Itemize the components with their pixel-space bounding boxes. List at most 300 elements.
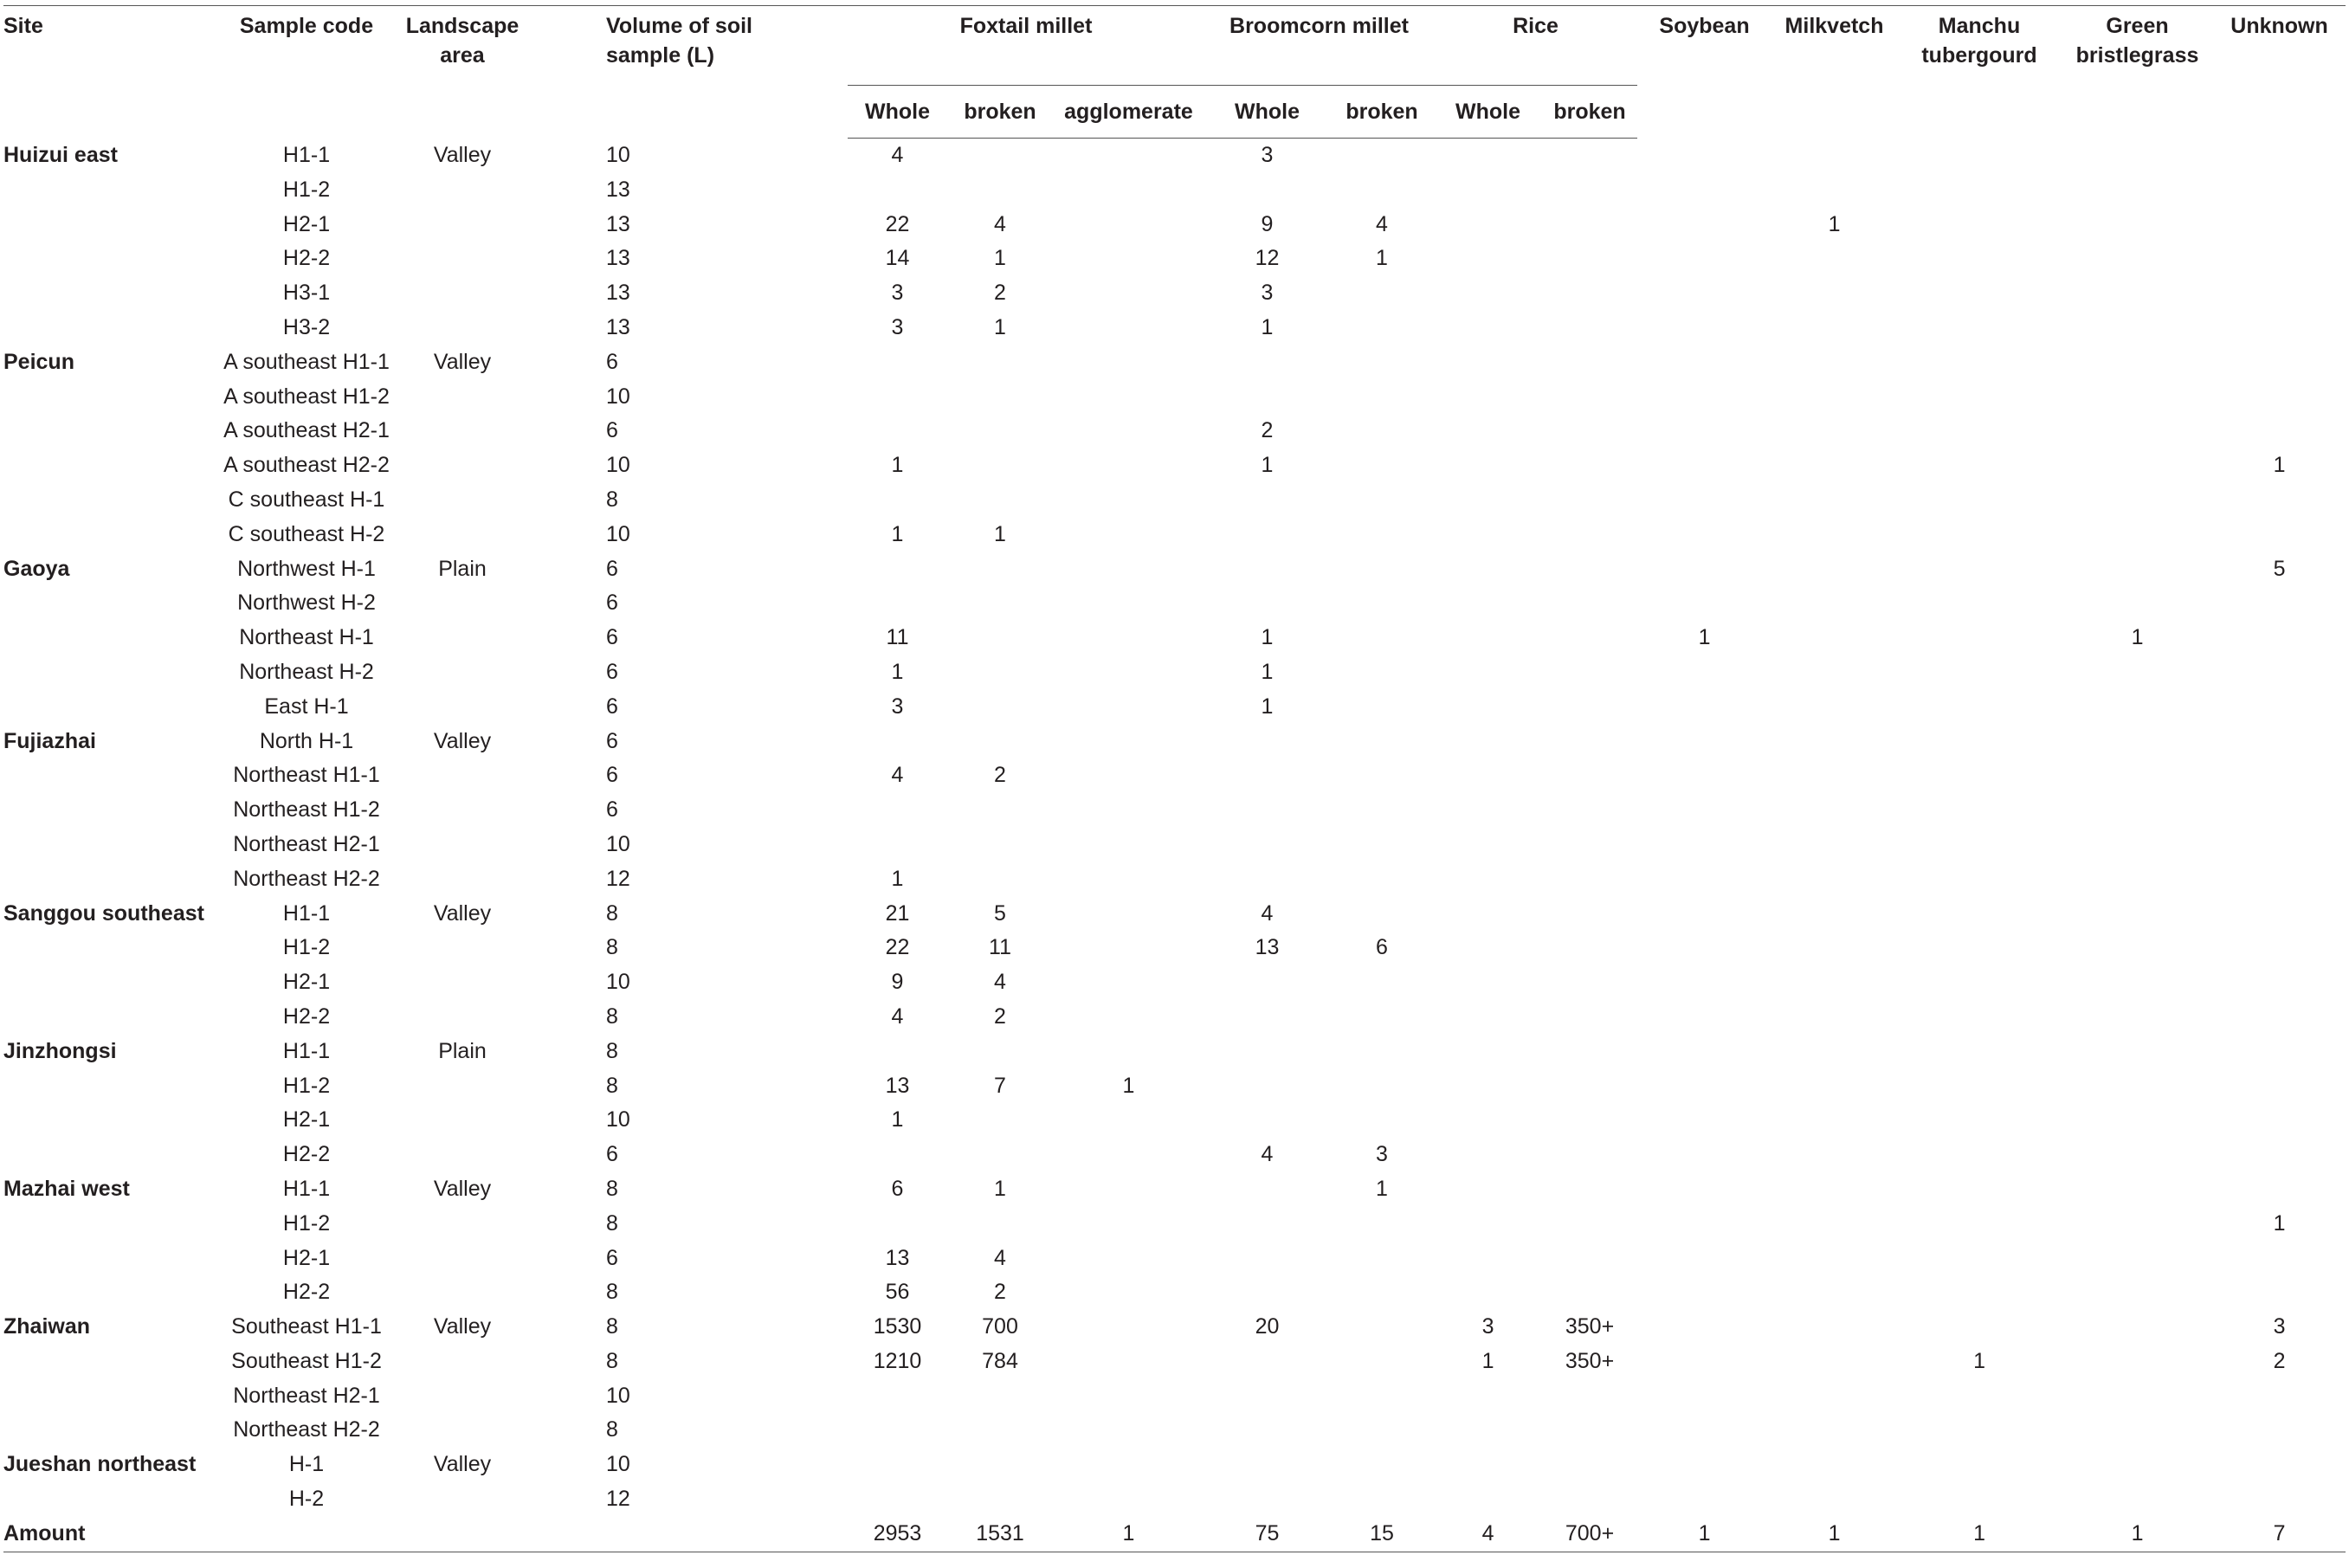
cell-site — [3, 828, 211, 862]
cell-landscape-area — [402, 793, 523, 828]
table-row — [3, 1482, 2346, 1517]
cell-landscape-area — [402, 690, 523, 725]
cell-rice-whole — [1434, 655, 1542, 690]
cell-soybean — [1637, 518, 1771, 552]
cell-sample-code: Northeast H2-1 — [233, 1383, 380, 1408]
cell-manchu-tubergourd: 1 — [1897, 1517, 2062, 1552]
cell-broomcorn-broken — [1330, 862, 1434, 897]
cell-unknown — [2213, 1242, 2346, 1276]
cell-unknown — [2213, 793, 2346, 828]
cell-broomcorn-broken — [1330, 897, 1434, 932]
cell-rice-broken — [1542, 1207, 1637, 1242]
cell-milkvetch — [1771, 1242, 1897, 1276]
cell-manchu-tubergourd — [1897, 1172, 2062, 1207]
table-row — [3, 208, 2346, 242]
cell-manchu-tubergourd — [1897, 1035, 2062, 1069]
cell-foxtail-agglomerate — [1053, 1172, 1204, 1207]
cell-site — [3, 173, 211, 208]
cell-foxtail-agglomerate — [1053, 1207, 1204, 1242]
header-foxtail-agglomerate: agglomerate — [1053, 86, 1204, 139]
cell-foxtail-whole: 4 — [891, 143, 904, 167]
cell-manchu-tubergourd — [1897, 1379, 2062, 1414]
cell-rice-broken — [1542, 1379, 1637, 1414]
cell-site — [3, 483, 211, 518]
cell-site — [3, 276, 211, 311]
header-broomcorn-broken: broken — [1330, 86, 1434, 139]
cell-broomcorn-whole — [1204, 1069, 1330, 1104]
cell-rice-whole — [1434, 965, 1542, 1000]
cell-green-bristlegrass — [2062, 758, 2213, 793]
cell-volume: 8 — [606, 1314, 618, 1339]
cell-landscape-area — [402, 311, 523, 345]
cell-rice-whole — [1434, 1069, 1542, 1104]
cell-foxtail-broken: 2 — [994, 281, 1006, 306]
table-row — [3, 1000, 2346, 1035]
cell-unknown — [2213, 242, 2346, 276]
cell-foxtail-whole — [848, 552, 947, 587]
cell-broomcorn-broken — [1330, 655, 1434, 690]
cell-landscape-area: Plain — [438, 1038, 487, 1063]
table-body — [3, 139, 2346, 1552]
cell-manchu-tubergourd — [1897, 276, 2062, 311]
cell-broomcorn-broken — [1330, 965, 1434, 1000]
cell-rice-whole — [1434, 483, 1542, 518]
cell-soybean — [1637, 1379, 1771, 1414]
header-green-bristlegrass — [2062, 6, 2213, 139]
cell-landscape-area — [402, 483, 523, 518]
cell-rice-broken — [1542, 483, 1637, 518]
cell-manchu-tubergourd — [1897, 208, 2062, 242]
cell-foxtail-agglomerate — [1053, 483, 1204, 518]
cell-sample-code: Northwest H-2 — [237, 590, 376, 616]
table-row — [3, 1448, 2346, 1482]
data-table — [3, 5, 2346, 1552]
cell-sample-code: H-2 — [288, 1487, 325, 1512]
cell-broomcorn-broken — [1330, 1069, 1434, 1104]
cell-landscape-area — [402, 862, 523, 897]
header-foxtail-whole: Whole — [848, 86, 947, 139]
cell-soybean — [1637, 1172, 1771, 1207]
cell-soybean — [1637, 1000, 1771, 1035]
cell-sample-code: H1-2 — [282, 1210, 331, 1236]
cell-foxtail-whole: 4 — [891, 1003, 904, 1029]
cell-foxtail-whole — [848, 1379, 947, 1414]
cell-broomcorn-broken — [1330, 1379, 1434, 1414]
header-green-line2: bristlegrass — [2075, 43, 2199, 68]
cell-green-bristlegrass — [2062, 725, 2213, 759]
cell-volume: 12 — [606, 866, 630, 891]
cell-landscape-area — [402, 1345, 523, 1379]
cell-green-bristlegrass — [2062, 1275, 2213, 1310]
cell-green-bristlegrass — [2062, 965, 2213, 1000]
cell-rice-broken: 700+ — [1542, 1517, 1637, 1552]
header-rice-whole: Whole — [1434, 86, 1542, 139]
cell-manchu-tubergourd — [1897, 586, 2062, 621]
cell-volume: 6 — [606, 694, 618, 719]
cell-rice-broken — [1542, 1035, 1637, 1069]
cell-sample-code: Northeast H2-2 — [233, 1417, 380, 1442]
cell-rice-whole — [1434, 690, 1542, 725]
cell-broomcorn-broken — [1330, 139, 1434, 173]
cell-milkvetch — [1771, 1345, 1897, 1379]
cell-landscape-area — [402, 1138, 523, 1172]
cell-rice-broken — [1542, 862, 1637, 897]
cell-rice-whole — [1434, 311, 1542, 345]
cell-soybean — [1637, 862, 1771, 897]
cell-soybean: 1 — [1698, 625, 1711, 650]
cell-green-bristlegrass — [2062, 931, 2213, 965]
cell-broomcorn-whole: 3 — [1261, 281, 1274, 306]
cell-unknown: 5 — [2273, 556, 2286, 581]
cell-green-bristlegrass — [2062, 242, 2213, 276]
cell-sample-code: Northeast H2-1 — [233, 831, 380, 856]
cell-sample-code: H2-1 — [282, 1245, 331, 1270]
cell-volume: 8 — [606, 935, 618, 960]
table-row — [3, 345, 2346, 380]
cell-unknown — [2213, 380, 2346, 415]
cell-landscape-area — [402, 1413, 523, 1448]
cell-soybean — [1637, 1310, 1771, 1345]
cell-broomcorn-whole: 4 — [1261, 1142, 1274, 1167]
cell-broomcorn-broken — [1330, 621, 1434, 655]
cell-site — [3, 1345, 211, 1379]
cell-broomcorn-broken: 3 — [1376, 1142, 1388, 1167]
cell-site — [3, 621, 211, 655]
cell-manchu-tubergourd — [1897, 1275, 2062, 1310]
cell-rice-broken — [1542, 173, 1637, 208]
cell-soybean — [1637, 311, 1771, 345]
cell-milkvetch — [1771, 897, 1897, 932]
cell-unknown — [2213, 1103, 2346, 1138]
cell-green-bristlegrass — [2062, 793, 2213, 828]
cell-soybean — [1637, 758, 1771, 793]
table-row — [3, 897, 2346, 932]
cell-green-bristlegrass — [2062, 380, 2213, 415]
cell-broomcorn-broken — [1330, 725, 1434, 759]
cell-volume: 6 — [606, 1245, 618, 1270]
cell-green-bristlegrass — [2062, 1345, 2213, 1379]
cell-volume: 10 — [606, 970, 630, 995]
cell-manchu-tubergourd — [1897, 862, 2062, 897]
table-row — [3, 758, 2346, 793]
cell-site — [3, 242, 211, 276]
cell-site: Jueshan northeast — [3, 1452, 197, 1477]
cell-broomcorn-broken — [1330, 448, 1434, 483]
cell-foxtail-broken — [947, 1207, 1053, 1242]
cell-foxtail-agglomerate — [1053, 414, 1204, 448]
cell-broomcorn-whole: 9 — [1261, 211, 1274, 236]
cell-foxtail-whole: 1210 — [873, 1348, 922, 1373]
cell-rice-whole — [1434, 139, 1542, 173]
cell-foxtail-broken — [947, 173, 1053, 208]
cell-volume: 10 — [606, 521, 630, 546]
cell-unknown — [2213, 931, 2346, 965]
cell-milkvetch — [1771, 1172, 1897, 1207]
cell-green-bristlegrass — [2062, 1448, 2213, 1482]
cell-sample-code: Northeast H2-2 — [233, 866, 380, 891]
cell-foxtail-whole: 6 — [891, 1176, 904, 1201]
cell-rice-broken — [1542, 758, 1637, 793]
cell-volume: 6 — [606, 728, 618, 753]
cell-green-bristlegrass — [2062, 1413, 2213, 1448]
cell-foxtail-whole: 13 — [885, 1073, 910, 1098]
cell-broomcorn-broken: 6 — [1376, 935, 1388, 960]
table-row — [3, 1172, 2346, 1207]
cell-rice-whole — [1434, 621, 1542, 655]
cell-unknown — [2213, 621, 2346, 655]
cell-unknown — [2213, 965, 2346, 1000]
cell-foxtail-whole — [848, 1448, 947, 1482]
cell-landscape-area: Valley — [433, 728, 492, 753]
cell-broomcorn-broken: 4 — [1376, 211, 1388, 236]
cell-site — [3, 1103, 211, 1138]
table-row — [3, 276, 2346, 311]
cell-site — [3, 1413, 211, 1448]
cell-broomcorn-whole — [1204, 1379, 1330, 1414]
cell-unknown — [2213, 690, 2346, 725]
cell-foxtail-broken: 784 — [982, 1348, 1018, 1373]
cell-unknown: 1 — [2273, 1210, 2286, 1236]
cell-site — [3, 965, 211, 1000]
cell-site — [3, 1379, 211, 1414]
cell-rice-broken — [1542, 518, 1637, 552]
cell-broomcorn-broken — [1330, 173, 1434, 208]
cell-milkvetch — [1771, 1138, 1897, 1172]
cell-soybean — [1637, 448, 1771, 483]
table-row — [3, 586, 2346, 621]
cell-milkvetch — [1771, 690, 1897, 725]
cell-broomcorn-whole — [1204, 518, 1330, 552]
cell-foxtail-agglomerate — [1053, 621, 1204, 655]
table-row — [3, 1069, 2346, 1104]
table-row — [3, 931, 2346, 965]
cell-volume: 10 — [606, 1107, 630, 1132]
cell-green-bristlegrass — [2062, 345, 2213, 380]
cell-volume: 8 — [606, 1073, 618, 1098]
cell-manchu-tubergourd — [1897, 448, 2062, 483]
cell-broomcorn-broken — [1330, 380, 1434, 415]
cell-landscape-area — [402, 1242, 523, 1276]
cell-foxtail-agglomerate — [1053, 1379, 1204, 1414]
cell-unknown — [2213, 518, 2346, 552]
cell-landscape-area — [402, 1517, 523, 1552]
cell-unknown — [2213, 1035, 2346, 1069]
cell-foxtail-whole — [848, 173, 947, 208]
cell-foxtail-agglomerate — [1053, 1138, 1204, 1172]
cell-soybean — [1637, 552, 1771, 587]
cell-rice-whole — [1434, 725, 1542, 759]
header-foxtail-millet: Foxtail millet — [848, 6, 1204, 86]
cell-soybean — [1637, 897, 1771, 932]
cell-broomcorn-broken — [1330, 1242, 1434, 1276]
cell-rice-broken — [1542, 586, 1637, 621]
cell-foxtail-agglomerate — [1053, 1103, 1204, 1138]
cell-rice-whole — [1434, 897, 1542, 932]
cell-soybean — [1637, 1275, 1771, 1310]
cell-site — [3, 208, 211, 242]
cell-rice-whole — [1434, 380, 1542, 415]
cell-sample-code: A southeast H1-1 — [223, 349, 390, 374]
cell-soybean — [1637, 931, 1771, 965]
header-milkvetch: Milkvetch — [1784, 14, 1884, 38]
cell-green-bristlegrass — [2062, 690, 2213, 725]
cell-site: Huizui east — [3, 142, 118, 167]
cell-rice-whole — [1434, 208, 1542, 242]
cell-volume: 8 — [606, 1176, 618, 1201]
cell-rice-broken — [1542, 448, 1637, 483]
cell-foxtail-broken: 11 — [989, 935, 1011, 960]
cell-manchu-tubergourd — [1897, 1482, 2062, 1517]
cell-broomcorn-whole — [1204, 1035, 1330, 1069]
cell-manchu-tubergourd — [1897, 690, 2062, 725]
cell-rice-broken — [1542, 897, 1637, 932]
table-row — [3, 1413, 2346, 1448]
cell-rice-broken — [1542, 931, 1637, 965]
cell-foxtail-agglomerate — [1053, 1448, 1204, 1482]
cell-foxtail-whole: 1 — [891, 1107, 904, 1132]
cell-manchu-tubergourd — [1897, 1103, 2062, 1138]
cell-unknown — [2213, 828, 2346, 862]
cell-volume: 6 — [606, 625, 618, 650]
cell-green-bristlegrass — [2062, 518, 2213, 552]
cell-unknown — [2213, 1000, 2346, 1035]
cell-milkvetch: 1 — [1771, 1517, 1897, 1552]
cell-milkvetch — [1771, 828, 1897, 862]
cell-green-bristlegrass — [2062, 1000, 2213, 1035]
cell-foxtail-agglomerate — [1053, 1345, 1204, 1379]
cell-rice-whole — [1434, 758, 1542, 793]
cell-site — [3, 1000, 211, 1035]
table-row — [3, 311, 2346, 345]
cell-milkvetch — [1771, 725, 1897, 759]
cell-broomcorn-whole — [1204, 758, 1330, 793]
cell-rice-broken — [1542, 1275, 1637, 1310]
table-row — [3, 655, 2346, 690]
cell-volume: 6 — [606, 763, 618, 788]
cell-rice-whole — [1434, 862, 1542, 897]
cell-foxtail-agglomerate — [1053, 1000, 1204, 1035]
cell-soybean — [1637, 1138, 1771, 1172]
header-volume-line1: Volume of soil — [606, 14, 752, 38]
cell-soybean — [1637, 173, 1771, 208]
cell-soybean — [1637, 1035, 1771, 1069]
cell-green-bristlegrass: 1 — [2131, 625, 2144, 650]
cell-sample-code: H1-2 — [282, 177, 331, 202]
cell-foxtail-broken: 700 — [982, 1314, 1018, 1339]
table-row — [3, 621, 2346, 655]
cell-manchu-tubergourd — [1897, 380, 2062, 415]
cell-milkvetch — [1771, 414, 1897, 448]
cell-sample-code: Southeast H1-2 — [231, 1348, 382, 1373]
cell-foxtail-whole — [848, 483, 947, 518]
cell-volume: 13 — [606, 281, 630, 306]
cell-unknown — [2213, 1482, 2346, 1517]
cell-foxtail-agglomerate — [1053, 311, 1204, 345]
cell-site — [3, 793, 211, 828]
cell-manchu-tubergourd — [1897, 242, 2062, 276]
cell-unknown — [2213, 1172, 2346, 1207]
header-broomcorn-whole: Whole — [1204, 86, 1330, 139]
cell-foxtail-agglomerate — [1053, 690, 1204, 725]
cell-site — [3, 1482, 211, 1517]
cell-site — [3, 1138, 211, 1172]
cell-site — [3, 1069, 211, 1104]
cell-foxtail-agglomerate — [1053, 793, 1204, 828]
cell-rice-broken — [1542, 725, 1637, 759]
cell-volume: 6 — [606, 797, 618, 823]
cell-landscape-area: Valley — [433, 1176, 492, 1201]
cell-milkvetch — [1771, 1310, 1897, 1345]
cell-rice-whole — [1434, 1379, 1542, 1414]
cell-broomcorn-whole — [1204, 1345, 1330, 1379]
cell-foxtail-whole — [848, 725, 947, 759]
cell-rice-broken — [1542, 793, 1637, 828]
cell-manchu-tubergourd — [1897, 1207, 2062, 1242]
cell-manchu-tubergourd — [1897, 621, 2062, 655]
cell-soybean — [1637, 1242, 1771, 1276]
cell-rice-broken — [1542, 655, 1637, 690]
cell-foxtail-agglomerate — [1053, 276, 1204, 311]
cell-foxtail-agglomerate — [1053, 1035, 1204, 1069]
cell-rice-whole — [1434, 1448, 1542, 1482]
cell-foxtail-broken — [947, 862, 1053, 897]
cell-foxtail-whole: 14 — [885, 246, 910, 271]
cell-foxtail-broken — [947, 1035, 1053, 1069]
cell-foxtail-agglomerate — [1053, 139, 1204, 173]
cell-volume: 6 — [606, 418, 618, 443]
cell-site: Sanggou southeast — [3, 900, 204, 926]
table-row — [3, 483, 2346, 518]
cell-milkvetch — [1771, 655, 1897, 690]
cell-rice-broken — [1542, 242, 1637, 276]
cell-foxtail-whole: 1 — [891, 659, 904, 684]
cell-sample-code: H2-2 — [282, 246, 331, 271]
cell-broomcorn-whole: 20 — [1255, 1314, 1280, 1339]
cell-rice-broken: 350+ — [1565, 1348, 1615, 1373]
table-row — [3, 725, 2346, 759]
cell-green-bristlegrass — [2062, 414, 2213, 448]
cell-rice-whole — [1434, 931, 1542, 965]
cell-broomcorn-whole — [1204, 1172, 1330, 1207]
cell-foxtail-broken: 2 — [994, 1280, 1006, 1305]
cell-foxtail-broken — [947, 690, 1053, 725]
cell-foxtail-broken: 1531 — [947, 1517, 1053, 1552]
cell-landscape-area: Valley — [433, 1452, 492, 1477]
cell-broomcorn-whole: 2 — [1261, 418, 1274, 443]
cell-landscape-area — [402, 655, 523, 690]
header-manchu-tubergourd — [1897, 6, 2062, 139]
table-row — [3, 1345, 2346, 1379]
cell-milkvetch — [1771, 311, 1897, 345]
cell-volume: 8 — [606, 1417, 618, 1442]
table-row — [3, 1103, 2346, 1138]
cell-unknown — [2213, 414, 2346, 448]
cell-landscape-area: Valley — [433, 142, 492, 167]
cell-manchu-tubergourd — [1897, 173, 2062, 208]
cell-rice-whole — [1434, 1413, 1542, 1448]
cell-unknown — [2213, 897, 2346, 932]
cell-landscape-area — [402, 448, 523, 483]
table-row — [3, 242, 2346, 276]
table-row — [3, 862, 2346, 897]
cell-rice-broken — [1542, 552, 1637, 587]
cell-foxtail-whole — [848, 828, 947, 862]
cell-foxtail-agglomerate — [1053, 448, 1204, 483]
cell-foxtail-agglomerate: 1 — [1053, 1517, 1204, 1552]
cell-soybean — [1637, 586, 1771, 621]
cell-landscape-area — [402, 1482, 523, 1517]
cell-volume: 8 — [606, 1003, 618, 1029]
